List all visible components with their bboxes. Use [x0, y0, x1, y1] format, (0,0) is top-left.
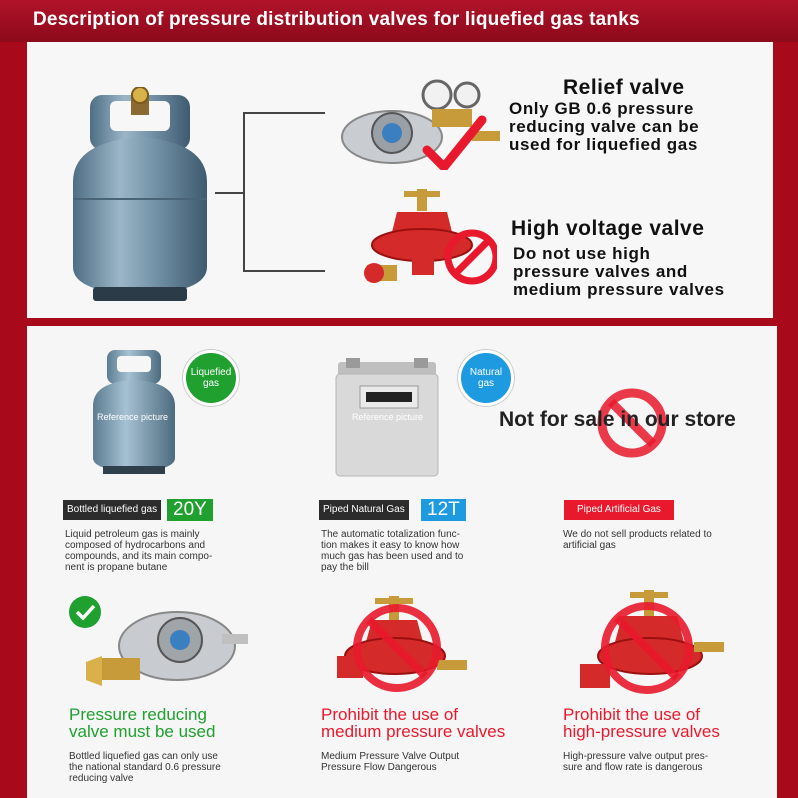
high-pressure-valve-icon — [562, 586, 732, 701]
artificial-gas-desc: We do not sell products related to artificial gas — [563, 529, 712, 551]
natural-gas-code: 12T — [421, 499, 466, 521]
reducing-valve-icon — [72, 598, 252, 698]
artificial-gas-tag: Piped Artificial Gas — [564, 500, 674, 520]
reference-picture-label: Reference picture — [97, 412, 169, 422]
gas-tank-icon — [65, 87, 215, 302]
not-for-sale-text: Not for sale in our store — [499, 408, 736, 431]
bottled-gas-code: 20Y — [167, 499, 213, 521]
connector-line — [243, 112, 325, 114]
medium-pressure-valve-icon — [317, 592, 477, 702]
connector-line — [215, 192, 244, 194]
high-pressure-desc: High-pressure valve output pres- sure and flow rate is dangerous — [563, 751, 709, 773]
high-voltage-valve-title: High voltage valve — [511, 217, 705, 240]
reducing-valve-desc: Bottled liquefied gas can only use the national standard 0.6 pressure reducing valve — [69, 751, 221, 784]
medium-pressure-title: Prohibit the use of medium pressure valves — [321, 705, 506, 741]
comparison-panel — [27, 42, 773, 318]
natural-gas-tag: Piped Natural Gas — [319, 500, 409, 520]
medium-pressure-desc: Medium Pressure Valve Output Pressure Flow Dangerous — [321, 751, 460, 773]
bottled-gas-desc: Liquid petroleum gas is mainly composed of hydrocarbons and compounds, and its main compo- nent is propane butane — [65, 529, 213, 573]
bottled-gas-tag: Bottled liquefied gas — [63, 500, 161, 520]
reference-picture-label: Reference picture — [352, 412, 424, 422]
small-gas-tank-icon — [89, 346, 179, 476]
natural-gas-badge: Natural gas — [458, 350, 514, 406]
page-header: Description of pressure distribution valves for liquefied gas tanks — [0, 0, 798, 42]
high-voltage-valve-desc: Do not use high pressure valves and medium pressure valves — [513, 244, 725, 299]
relief-valve-desc: Only GB 0.6 pressure reducing valve can be used for liquefied gas — [509, 99, 700, 154]
liquefied-gas-badge: Liquefied gas — [183, 350, 239, 406]
high-pressure-valve-icon — [342, 187, 497, 297]
relief-valve-icon — [332, 75, 502, 170]
natural-gas-desc: The automatic totalization func- tion makes it easy to know how much gas has been used and to pay the bill — [321, 529, 464, 573]
connector-line — [243, 112, 245, 272]
connector-line — [243, 270, 325, 272]
high-pressure-title: Prohibit the use of high-pressure valves — [563, 705, 720, 741]
relief-valve-title: Relief valve — [563, 76, 685, 99]
reducing-valve-title: Pressure reducing valve must be used — [69, 705, 216, 741]
gas-type-panel — [27, 326, 777, 798]
